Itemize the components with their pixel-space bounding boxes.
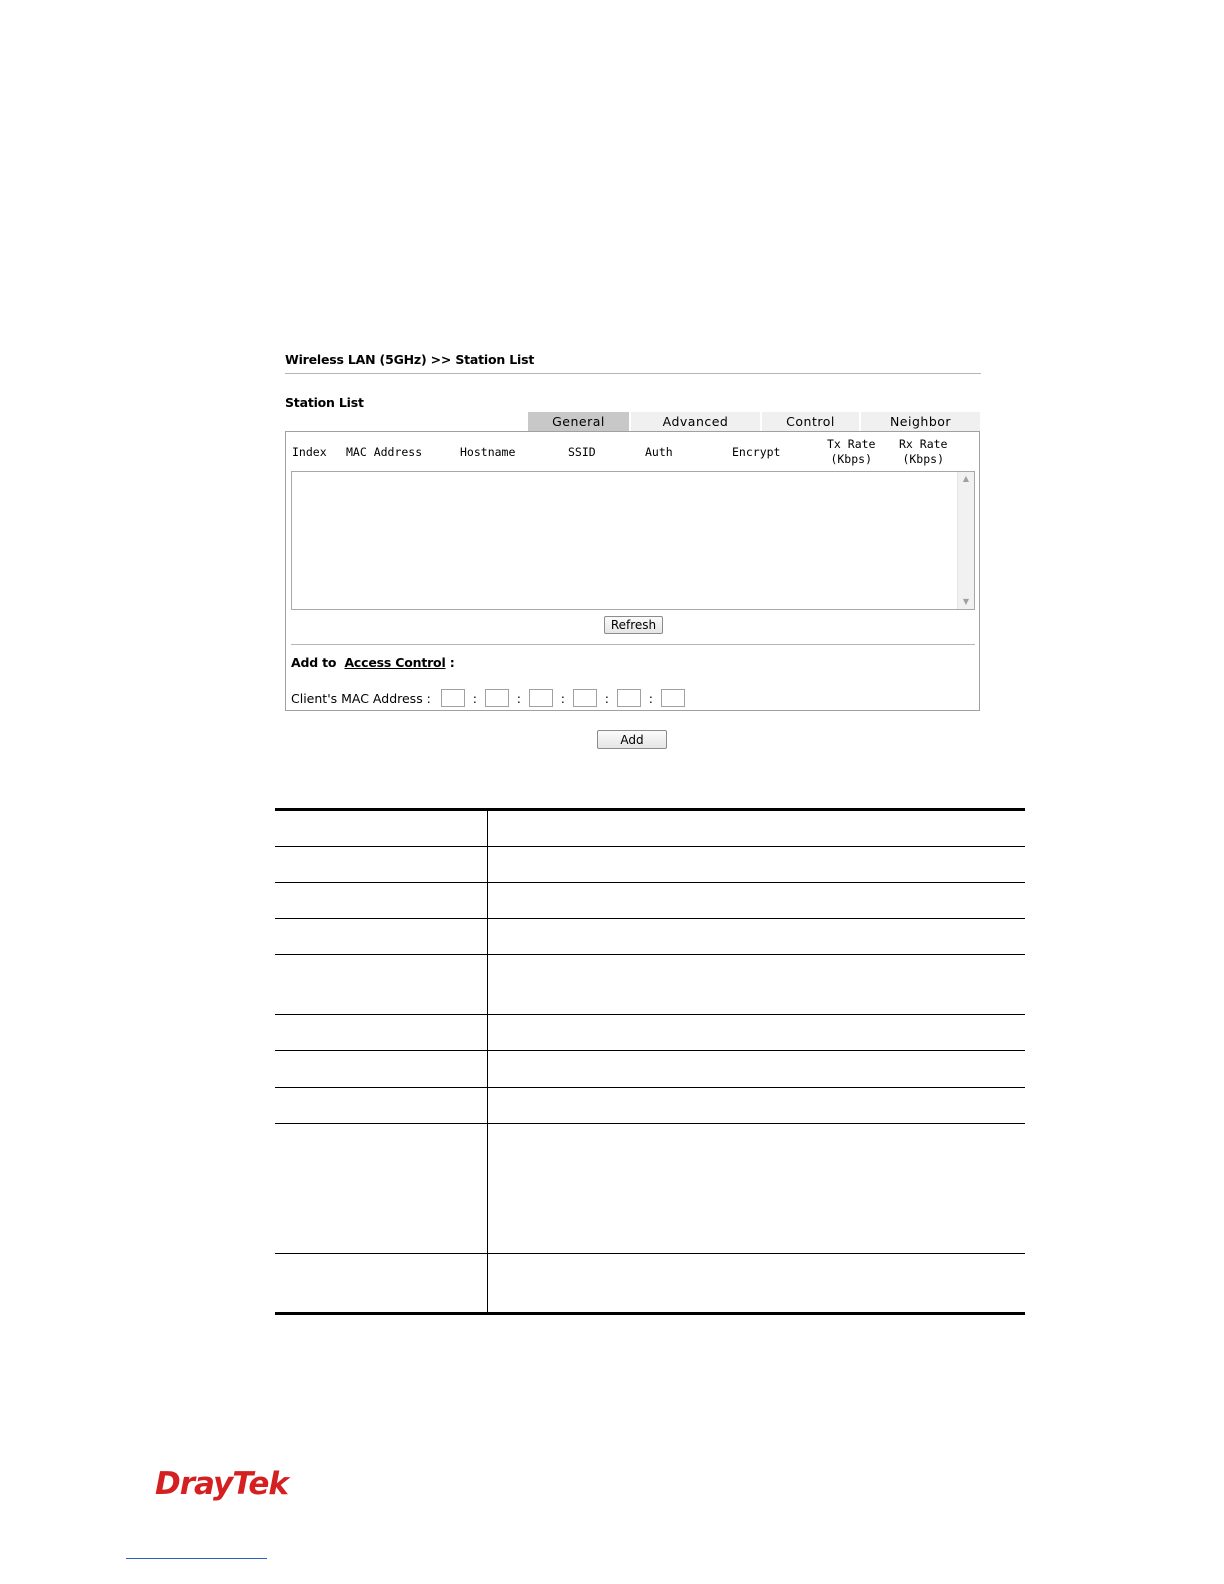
breadcrumb-divider	[285, 373, 981, 374]
tab-bar	[528, 412, 980, 431]
mac-octet-5-input[interactable]	[617, 689, 641, 707]
table-rule	[275, 808, 1025, 811]
tab-advanced[interactable]: Advanced	[631, 412, 760, 431]
col-tx-rate-line1: Tx Rate	[827, 437, 876, 451]
station-list-panel	[285, 431, 980, 711]
add-to-suffix: :	[449, 655, 455, 670]
refresh-button[interactable]: Refresh	[604, 616, 663, 634]
mac-separator: :	[516, 690, 522, 706]
table-rule	[275, 1253, 1025, 1254]
mac-separator: :	[472, 690, 478, 706]
col-auth: Auth	[645, 445, 673, 459]
table-rule	[275, 1050, 1025, 1051]
col-mac-address: MAC Address	[346, 445, 423, 459]
description-table	[275, 808, 1025, 1315]
col-rx-rate-line1: Rx Rate	[899, 437, 948, 451]
tab-neighbor[interactable]: Neighbor	[861, 412, 980, 431]
table-rule	[275, 846, 1025, 847]
table-rule	[275, 954, 1025, 955]
client-mac-label: Client's MAC Address :	[291, 690, 431, 706]
station-table-header	[286, 432, 979, 470]
table-rule	[275, 1123, 1025, 1124]
add-to-access-control	[291, 655, 455, 670]
scroll-up-arrow-icon[interactable]: ▲	[962, 474, 970, 483]
scroll-down-arrow-icon[interactable]: ▼	[962, 597, 970, 606]
breadcrumb: Wireless LAN (5GHz) >> Station List	[285, 352, 535, 367]
footer-link-underline	[126, 1558, 267, 1559]
col-index: Index	[292, 445, 327, 459]
client-mac-row	[291, 688, 685, 708]
mac-octet-6-input[interactable]	[661, 689, 685, 707]
add-to-prefix: Add to	[291, 655, 337, 670]
mac-octet-4-input[interactable]	[573, 689, 597, 707]
col-rx-rate	[899, 437, 947, 467]
col-hostname: Hostname	[460, 445, 516, 459]
col-tx-rate-line2: (Kbps)	[830, 452, 872, 466]
mac-separator: :	[560, 690, 566, 706]
mac-separator: :	[604, 690, 610, 706]
station-listbox[interactable]	[291, 471, 975, 610]
col-rx-rate-line2: (Kbps)	[902, 452, 944, 466]
table-column-divider	[487, 808, 488, 1315]
table-rule	[275, 1087, 1025, 1088]
access-control-link[interactable]: Access Control	[344, 655, 446, 670]
mac-separator: :	[648, 690, 654, 706]
mac-octet-3-input[interactable]	[529, 689, 553, 707]
listbox-scrollbar[interactable]	[957, 472, 974, 609]
tab-control[interactable]: Control	[762, 412, 859, 431]
col-ssid: SSID	[568, 445, 596, 459]
panel-divider	[291, 644, 975, 645]
table-rule	[275, 1014, 1025, 1015]
section-title: Station List	[285, 395, 364, 410]
table-rule	[275, 882, 1025, 883]
draytek-logo: DrayTek	[155, 1466, 288, 1502]
col-tx-rate	[827, 437, 875, 467]
tab-general[interactable]: General	[528, 412, 629, 431]
mac-octet-2-input[interactable]	[485, 689, 509, 707]
col-encrypt: Encrypt	[732, 445, 781, 459]
add-button[interactable]: Add	[597, 730, 667, 749]
table-rule	[275, 1312, 1025, 1315]
mac-octet-1-input[interactable]	[441, 689, 465, 707]
table-rule	[275, 918, 1025, 919]
